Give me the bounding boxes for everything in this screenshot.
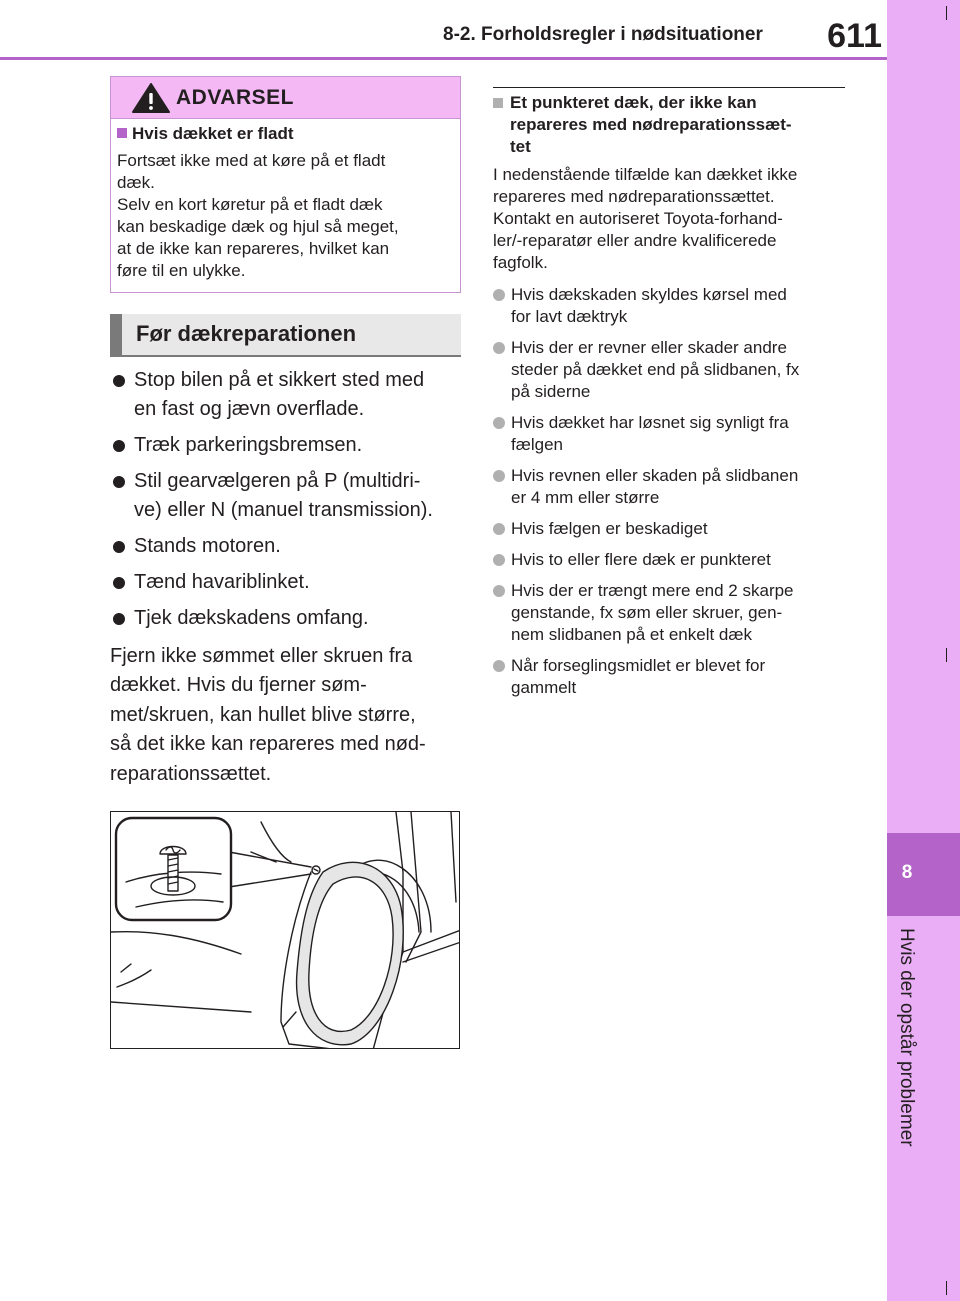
list-item-line: Hvis to eller flere dæk er punkteret [511,550,771,569]
list-item-line: genstande, fx søm eller skruer, gen- [511,603,783,622]
list-item-line: Hvis der er trængt mere end 2 skarpe [511,581,794,600]
intro-line: I nedenstående tilfælde kan dækket ikke [493,165,798,184]
paragraph-line: så det ikke kan repareres med nød- [110,733,426,756]
bullet-dot-icon [493,554,505,566]
list-item-line: en fast og jævn overflade. [134,398,365,420]
bullet-dot-icon [113,577,125,589]
list-item-line: ve) eller N (manuel transmission). [134,499,433,521]
paragraph-line: dækket. Hvis du fjerner søm- [110,674,367,697]
intro-line: Kontakt en autoriseret Toyota-forhand- [493,209,783,228]
intro-line: fagfolk. [493,253,548,272]
list-item-line: for lavt dæktryk [511,307,628,326]
crop-mark [946,648,947,662]
paragraph-line: met/skruen, kan hullet blive større, [110,703,416,726]
tire-screw-drawing [111,812,460,1049]
list-item [110,604,460,633]
list-item [493,465,845,509]
right-column-heading [493,92,845,158]
list-item-line: Træk parkeringsbremsen. [134,434,363,456]
list-item-line: Hvis der er revner eller skader andre [511,338,787,357]
list-item-line: Når forseglingsmidlet er blevet for [511,656,766,675]
bullet-dot-icon [493,470,505,482]
bullet-dot-icon [493,289,505,301]
list-item-line: fælgen [511,435,563,454]
list-item-line: gammelt [511,678,577,697]
paragraph-line: Fjern ikke sømmet eller skruen fra [110,645,413,667]
list-item-line: steder på dækket end på slidbanen, fx [511,360,800,379]
heading-line: tet [510,137,531,156]
list-item [110,568,460,597]
crop-mark [946,1281,947,1295]
list-item-line: Stands motoren. [134,535,281,557]
bullet-dot-icon [493,660,505,672]
warning-line: kan beskadige dæk og hjul så meget, [117,217,399,236]
header-rule [0,57,887,60]
list-item-line: Hvis fælgen er beskadiget [511,519,708,538]
list-item [110,467,460,525]
warning-header [111,77,460,119]
intro-line: repareres med nødreparationssættet. [493,187,775,206]
list-item-line: Tjek dækskadens omfang. [134,607,369,629]
warning-line: Selv en kort køretur på et fladt dæk [117,195,383,214]
bullet-dot-icon [493,342,505,354]
right-column-intro [493,164,845,274]
list-item-line: er 4 mm eller større [511,488,660,507]
warning-line: føre til en ulykke. [117,261,246,280]
list-item-line: Stil gearvælgeren på P (multidri- [134,470,421,492]
heading-line: Et punkteret dæk, der ikke kan [510,93,757,112]
list-item [493,284,845,328]
list-item [110,532,460,561]
warning-title: ADVARSEL [176,86,294,109]
bullet-dot-icon [493,523,505,535]
warning-box [110,76,461,293]
tire-screw-illustration [110,811,460,1049]
warning-line: dæk. [117,173,155,192]
warning-subheading [117,123,294,145]
heading-line: repareres med nødreparationssæt- [510,115,792,134]
warning-subheading-text: Hvis dækket er fladt [132,124,294,143]
list-item [110,431,460,460]
list-item-line: Stop bilen på et sikkert sted med [134,369,425,391]
warning-line: at de ikke kan repareres, hvilket kan [117,239,390,258]
list-item [493,580,845,646]
list-item-line: Hvis dækskaden skyldes kørsel med [511,285,787,304]
list-item [493,655,845,699]
list-item [493,549,845,571]
warning-text [117,150,457,282]
chapter-number: 8 [901,862,913,883]
list-item [493,337,845,403]
bullet-dot-icon [113,375,125,387]
square-bullet-icon [493,98,503,108]
list-item-line: på siderne [511,382,591,401]
bullet-dot-icon [113,440,125,452]
list-item-line: nem slidbanen på et enkelt dæk [511,625,752,644]
list-item-line: Tænd havariblinket. [134,571,310,593]
list-item [110,366,460,424]
warning-line: Fortsæt ikke med at køre på et fladt [117,151,386,170]
chapter-title: Hvis der opstår problemer [896,928,917,1147]
list-item-line: Hvis revnen eller skaden på slidbanen [511,466,799,485]
nail-removal-paragraph [110,642,460,789]
right-column-rule [493,87,845,88]
paragraph-line: reparationssættet. [110,762,272,785]
section-heading [110,314,461,357]
square-bullet-icon [117,128,127,138]
bullet-dot-icon [113,613,125,625]
list-item [493,518,845,540]
list-item [493,412,845,456]
crop-mark [946,6,947,20]
warning-triangle-icon [131,82,171,114]
bullet-dot-icon [113,541,125,553]
running-header-section: 8-2. Forholdsregler i nødsituationer [443,24,763,45]
preparation-steps-list [110,366,460,640]
bullet-dot-icon [113,476,125,488]
section-title: Før dækreparationen [136,321,357,346]
bullet-dot-icon [493,417,505,429]
list-item-line: Hvis dækket har løsnet sig synligt fra [511,413,789,432]
unrepairable-cases-list [493,284,845,708]
page-number: 611 [827,17,882,55]
bullet-dot-icon [493,585,505,597]
intro-line: ler/-reparatør eller andre kvalificerede [493,231,777,250]
